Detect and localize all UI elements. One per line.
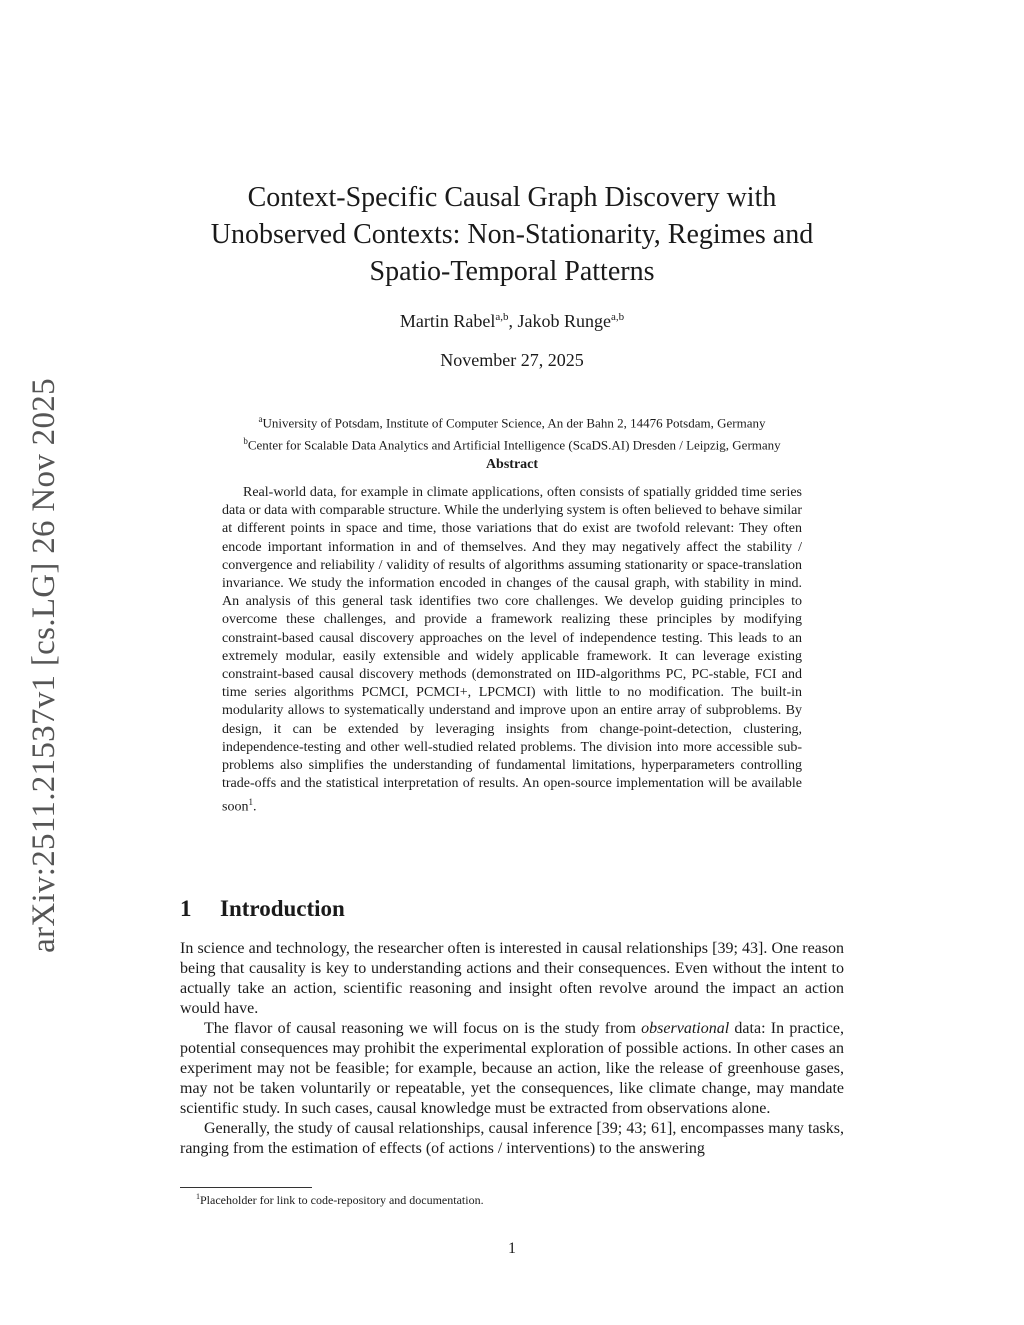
emphasis: observational (641, 1020, 730, 1037)
title-line: Unobserved Contexts: Non-Stationarity, Regimes and (210, 219, 814, 250)
author-name: Jakob Runge (517, 311, 611, 331)
affiliations (180, 410, 844, 455)
section-title: Introduction (220, 896, 345, 921)
author-list (180, 311, 844, 332)
paragraph-text: The flavor of causal reasoning we will focus on is the study from (204, 1020, 642, 1037)
arxiv-identifier-sidebar (14, 365, 74, 965)
section-heading (180, 896, 345, 922)
author-affiliation-mark: a,b (495, 311, 509, 323)
abstract-text: Real-world data, for example in climate applications, often consists of spatially gridded time series data or data with comparable structure. While the underlying system is often believed to behave similar at different points in space and time, those variations that do exist are twofold relevant: They often encode important information in and of themselves. And they may negatively affect the stability / convergence and reliability / validity of results of algorithms assuming stationarity or space-translation invariance. We study the information encoded in changes of the causal graph, with stability in mind. An analysis of this general task identifies two core challenges. We develop guiding principles to overcome these challenges, and provide a framework realizing these principles by modifying constraint-based causal discovery approaches on the level of independence testing. This leads to an extremely modular, easily extensible and widely applicable framework. It can leverage existing constraint-based causal discovery methods (demonstrated on IID-algorithms PC, PC-stable, FCI and time series algorithms PCMCI, PCMCI+, LPCMCI) with little to no modification. The built-in modularity allows to systematically understand and improve upon an entire array of subproblems. By design, it can be extended by leveraging insights from change-point-detection, clustering, independence-testing and other well-studied related problems. The division into more accessible sub-problems also simplifies the understanding of fundamental limitations, hyperparameters controlling trade-offs and the statistical interpretation of results. An open-source implementation will be available soon (222, 485, 802, 816)
page-number: 1 (508, 1240, 516, 1257)
affiliation-mark: a (258, 414, 263, 424)
abstract-heading: Abstract (485, 457, 539, 472)
footnote-text: Placeholder for link to code-repository and documentation. (200, 1193, 484, 1207)
title-line: Context-Specific Causal Graph Discovery with (247, 182, 777, 213)
footnote-ref[interactable]: 1 (248, 797, 253, 808)
paragraph (180, 1019, 844, 1119)
abstract-body (222, 484, 802, 817)
paragraph-text: data: In practice, potential consequences may prohibit the experimental exploration of possible actions. In other cases an experiment may not be feasible; for example, because an action, like the release of greenhouse gases, may not be taken voluntarily or repeatable, yet the consequences, like climate change, may mandate scientific study. In such cases, causal knowledge must be extracted from observations alone. (180, 1020, 845, 1117)
author-affiliation-mark: a,b (610, 311, 625, 323)
affiliation-text: Center for Scalable Data Analytics and Artificial Intelligence (ScaDS.AI) Dresden / Leipzig, Germany (247, 437, 781, 453)
affiliation (180, 410, 844, 432)
publication-date: November 27, 2025 (440, 350, 584, 370)
title-line: Spatio-Temporal Patterns (369, 256, 655, 287)
paper-title (180, 179, 844, 290)
affiliation-mark: b (243, 436, 248, 447)
footnote-divider (180, 1187, 312, 1188)
paragraph: Generally, the study of causal relationships, causal inference [39; 43; 61], encompasses many tasks, ranging from the estimation of effects (of actions / interventions) to the answering (180, 1120, 844, 1157)
arxiv-identifier: arXiv:2511.21537v1 [cs.LG] 26 Nov 2025 (25, 377, 62, 953)
introduction-body (180, 939, 844, 1159)
author-separator: , (508, 311, 518, 331)
section-number: 1 (180, 896, 192, 921)
affiliation (180, 432, 844, 454)
abstract-end: . (252, 800, 257, 816)
footnote-mark: 1 (196, 1192, 200, 1201)
affiliation-text: University of Potsdam, Institute of Computer Science, An der Bahn 2, 14476 Potsdam, Germany (262, 415, 766, 431)
footnote (180, 1192, 844, 1208)
paragraph: In science and technology, the researcher often is interested in causal relationships [39; 43]. One reason being that causality is key to understanding actions and their consequences. Even without the intent to actually take an action, scientific reasoning and insight often revolve around the impact an action would have. (180, 940, 844, 1017)
author-name: Martin Rabel (399, 311, 496, 331)
